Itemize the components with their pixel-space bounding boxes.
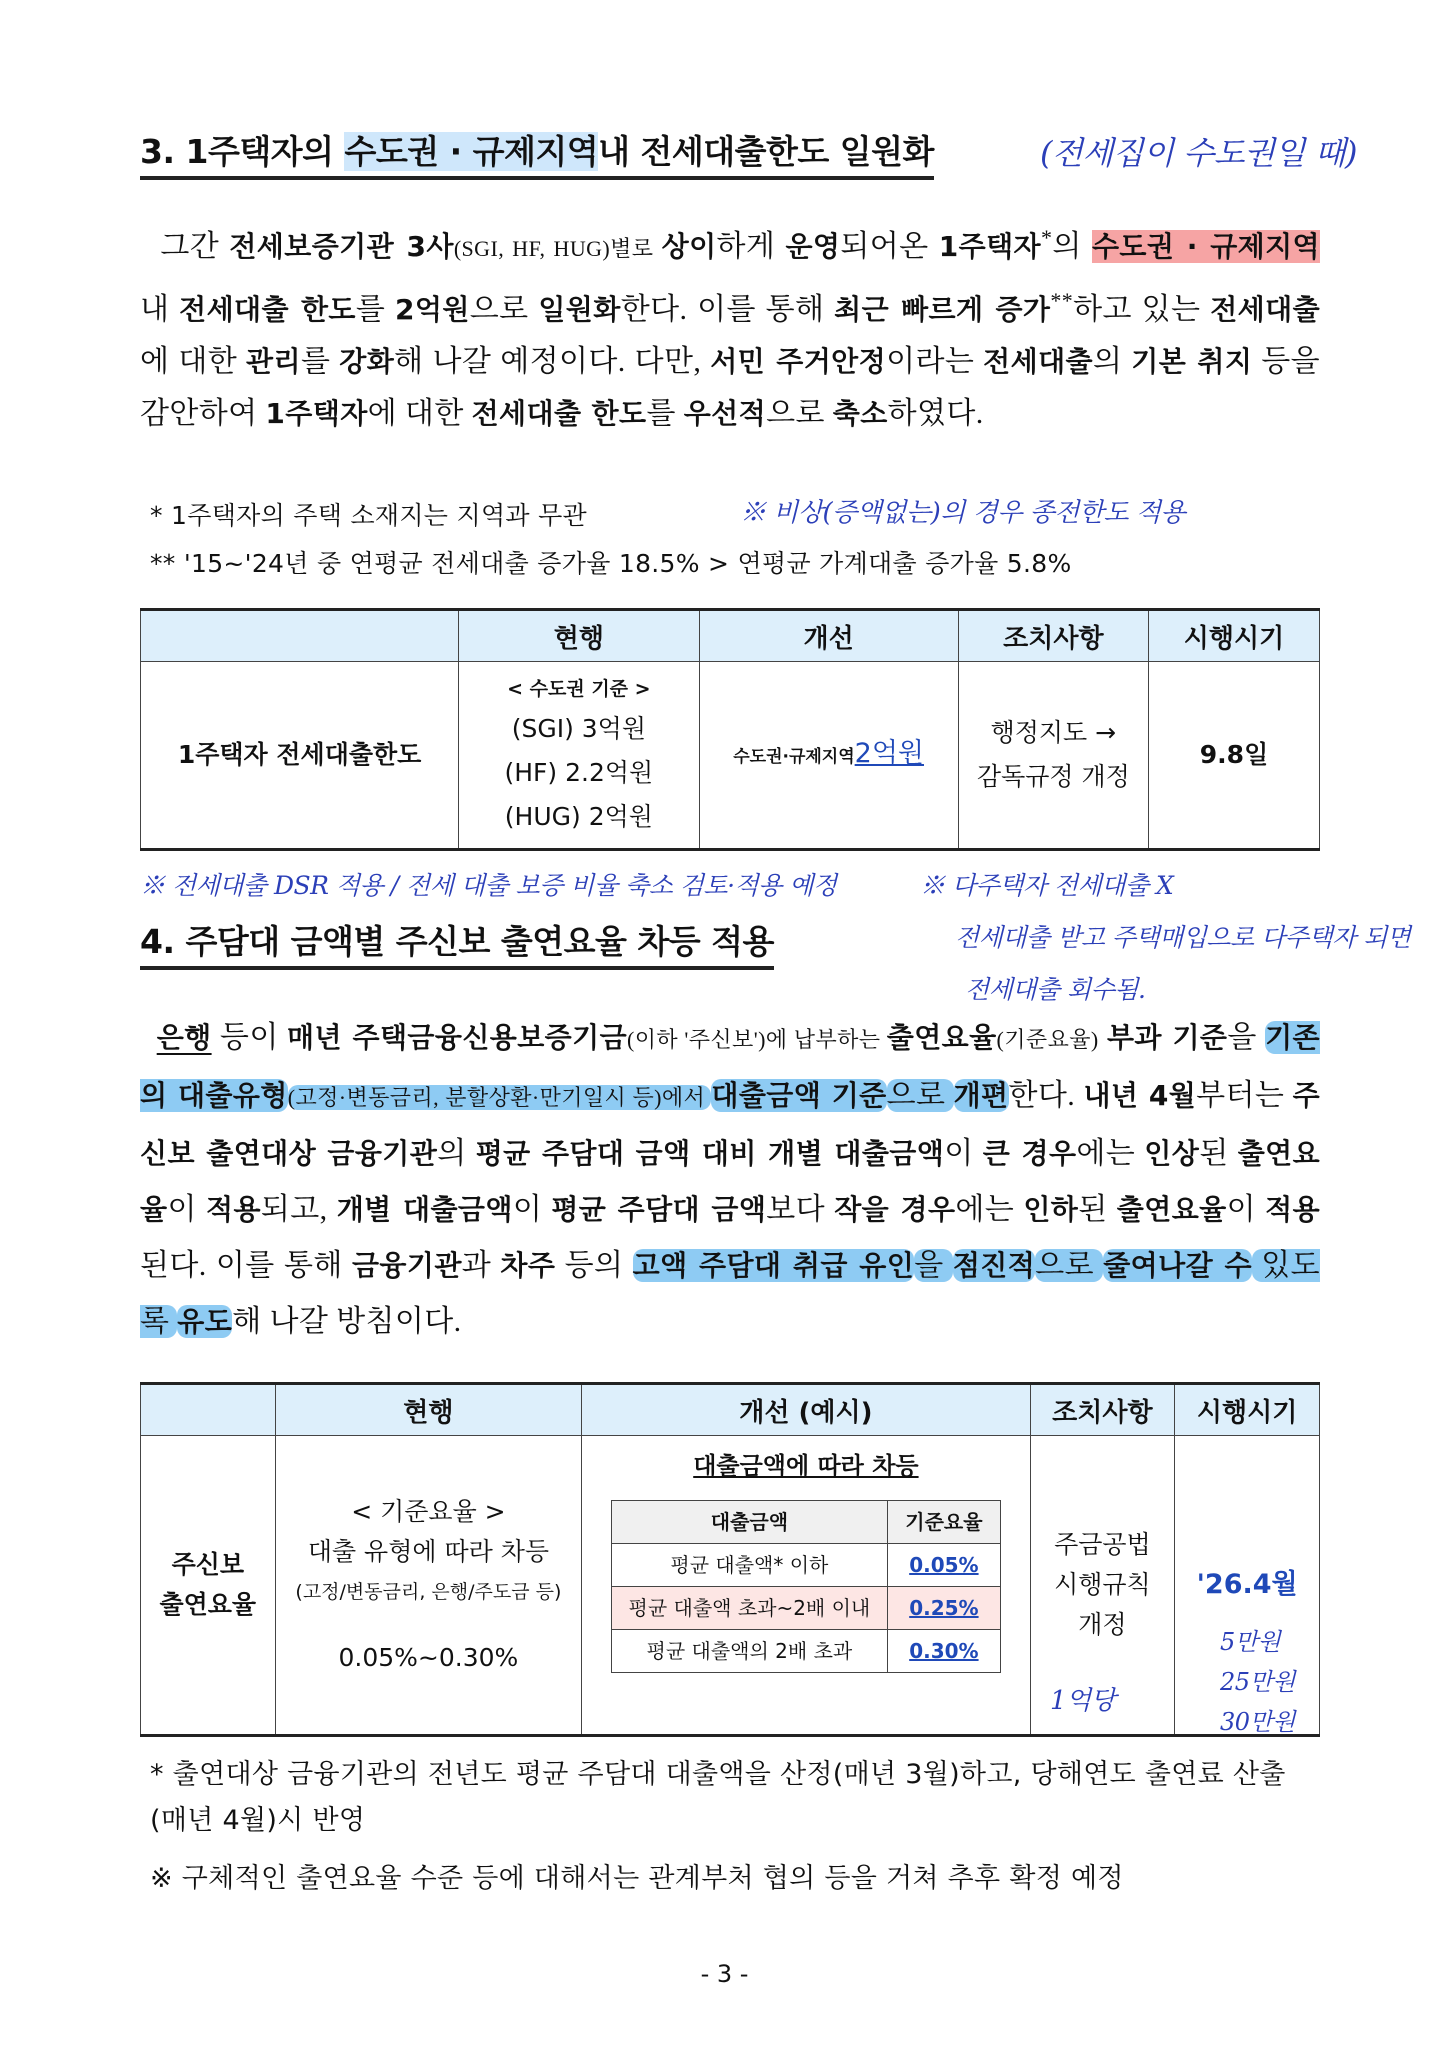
section-3-paragraph: 그간 전세보증기관 3사(SGI, HF, HUG)별로 상이하게 운영되어온 1주택자*의 수도권 · 규제지역내 전세대출 한도를 2억원으로 일원화한다. 이를 통해 최근 빠르게 증가**하고 있는 전세대출에 대한 관리를 강화해 나갈 예정이다. 다만, 서민 주거안정이라는 전세대출의 기본 취지 등을 감안하여 1주택자에 대한 전세대출 한도를 우선적으로 축소하였다. bbox=[140, 225, 1321, 430]
handwritten-rate-3: 30만원 bbox=[1220, 1708, 1295, 1736]
action-cell: 행정지도 → 감독규정 개정 bbox=[958, 662, 1148, 850]
handwritten-rate-2: 25만원 bbox=[1220, 1668, 1295, 1696]
improve-cell: 대출금액에 따라 차등 대출금액 기준요율 평균 대출액* 이하 0.05% 평균 대출액 초과~2배 이내 0.25% 평균 대출액의 2배 초과 0.30% bbox=[582, 1436, 1030, 1736]
date-cell: '26.4월 bbox=[1175, 1436, 1320, 1736]
handwritten-note-multi-home-2: 전세대출 받고 주택매입으로 다주택자 되면 bbox=[955, 923, 1411, 952]
inner-row: 평균 대출액 초과~2배 이내 0.25% bbox=[611, 1587, 1000, 1630]
current-cell: < 기준요율 > 대출 유형에 따라 차등 (고정/변동금리, 은행/주도금 등) 0.05%~0.30% bbox=[275, 1436, 582, 1736]
section-4-paragraph: 은행 등이 매년 주택금융신용보증기금(이하 '주신보')에 납부하는 출연요율(기준요율) 부과 기준을 기존의 대출유형(고정·변동금리, 분할상환·만기일시 등)에서 대출금액 기준으로 개편한다. 내년 4월부터는 주신보 출연대상 금융기관의 평균 주담대 금액 대비 개별 대출금액이 큰 경우에는 인상된 출연요율이 적용되고, 개별 대출금액이 평균 주담대 금액보다 작을 경우에는 인하된 출연요율이 적용된다. 이를 통해 금융기관과 차주 등의 고액 주담대 취급 유인을 점진적으로 줄여나갈 수 있도록 유도해 나갈 방침이다. bbox=[140, 1021, 1321, 1338]
section-4-heading: 4. 주담대 금액별 주신보 출연요율 차등 적용 bbox=[140, 920, 774, 970]
handwritten-note-header: (전세집이 수도권일 때) bbox=[1040, 134, 1358, 172]
table-row bbox=[141, 662, 1320, 850]
handwritten-amount: 1억당 bbox=[1050, 1686, 1116, 1716]
handwritten-note-footnote: ※ 비상(증액없는)의 경우 종전한도 적용 bbox=[740, 498, 1186, 528]
inner-header-row: 대출금액 기준요율 bbox=[611, 1501, 1000, 1544]
current-cell: < 수도권 기준 > (SGI) 3억원 (HF) 2.2억원 (HUG) 2억원 bbox=[459, 662, 699, 850]
table-jeonse-limit bbox=[140, 608, 1320, 851]
footnote-contribution: * 출연대상 금융기관의 전년도 평균 주담대 대출액을 산정(매년 3월)하고, 당해연도 출연료 산출(매년 4월)시 반영 bbox=[150, 1759, 1286, 1836]
row-label: 주신보 출연요율 bbox=[141, 1436, 276, 1736]
table-header-row: 현행 개선 조치사항 시행시기 bbox=[141, 610, 1320, 662]
inner-row: 평균 대출액의 2배 초과 0.30% bbox=[611, 1630, 1000, 1673]
table-header-row: 현행 개선 (예시) 조치사항 시행시기 bbox=[141, 1384, 1320, 1436]
handwritten-note-multi-home: ※ 다주택자 전세대출 X bbox=[920, 871, 1174, 900]
improve-cell: 수도권·규제지역2억원 bbox=[699, 662, 958, 850]
table-contribution-rate bbox=[140, 1382, 1320, 1737]
inner-rate-table bbox=[611, 1500, 1001, 1673]
handwritten-rate-1: 5만원 bbox=[1220, 1628, 1281, 1656]
handwritten-note-dsr: ※ 전세대출 DSR 적용 / 전세 대출 보증 비율 축소 검토·적용 예정 bbox=[140, 871, 837, 900]
table-row bbox=[141, 1436, 1320, 1736]
row-label: 1주택자 전세대출한도 bbox=[141, 662, 459, 850]
footnote-1: * 1주택자의 주택 소재지는 지역과 무관 bbox=[150, 501, 587, 530]
page-number: - 3 - bbox=[700, 1960, 749, 1988]
footnote-final: ※ 구체적인 출연요율 수준 등에 대해서는 관계부처 협의 등을 거쳐 추후 확정 예정 bbox=[150, 1863, 1124, 1894]
date-cell: 9.8일 bbox=[1149, 662, 1320, 850]
footnote-2: ** '15~'24년 중 연평균 전세대출 증가율 18.5% > 연평균 가계대출 증가율 5.8% bbox=[150, 549, 1072, 578]
section-3-heading: 3. 1주택자의 수도권 · 규제지역내 전세대출한도 일원화 bbox=[140, 130, 934, 180]
inner-row: 평균 대출액* 이하 0.05% bbox=[611, 1544, 1000, 1587]
action-cell: 주금공법 시행규칙 개정 bbox=[1030, 1436, 1175, 1736]
handwritten-note-multi-home-3: 전세대출 회수됨. bbox=[965, 975, 1146, 1004]
